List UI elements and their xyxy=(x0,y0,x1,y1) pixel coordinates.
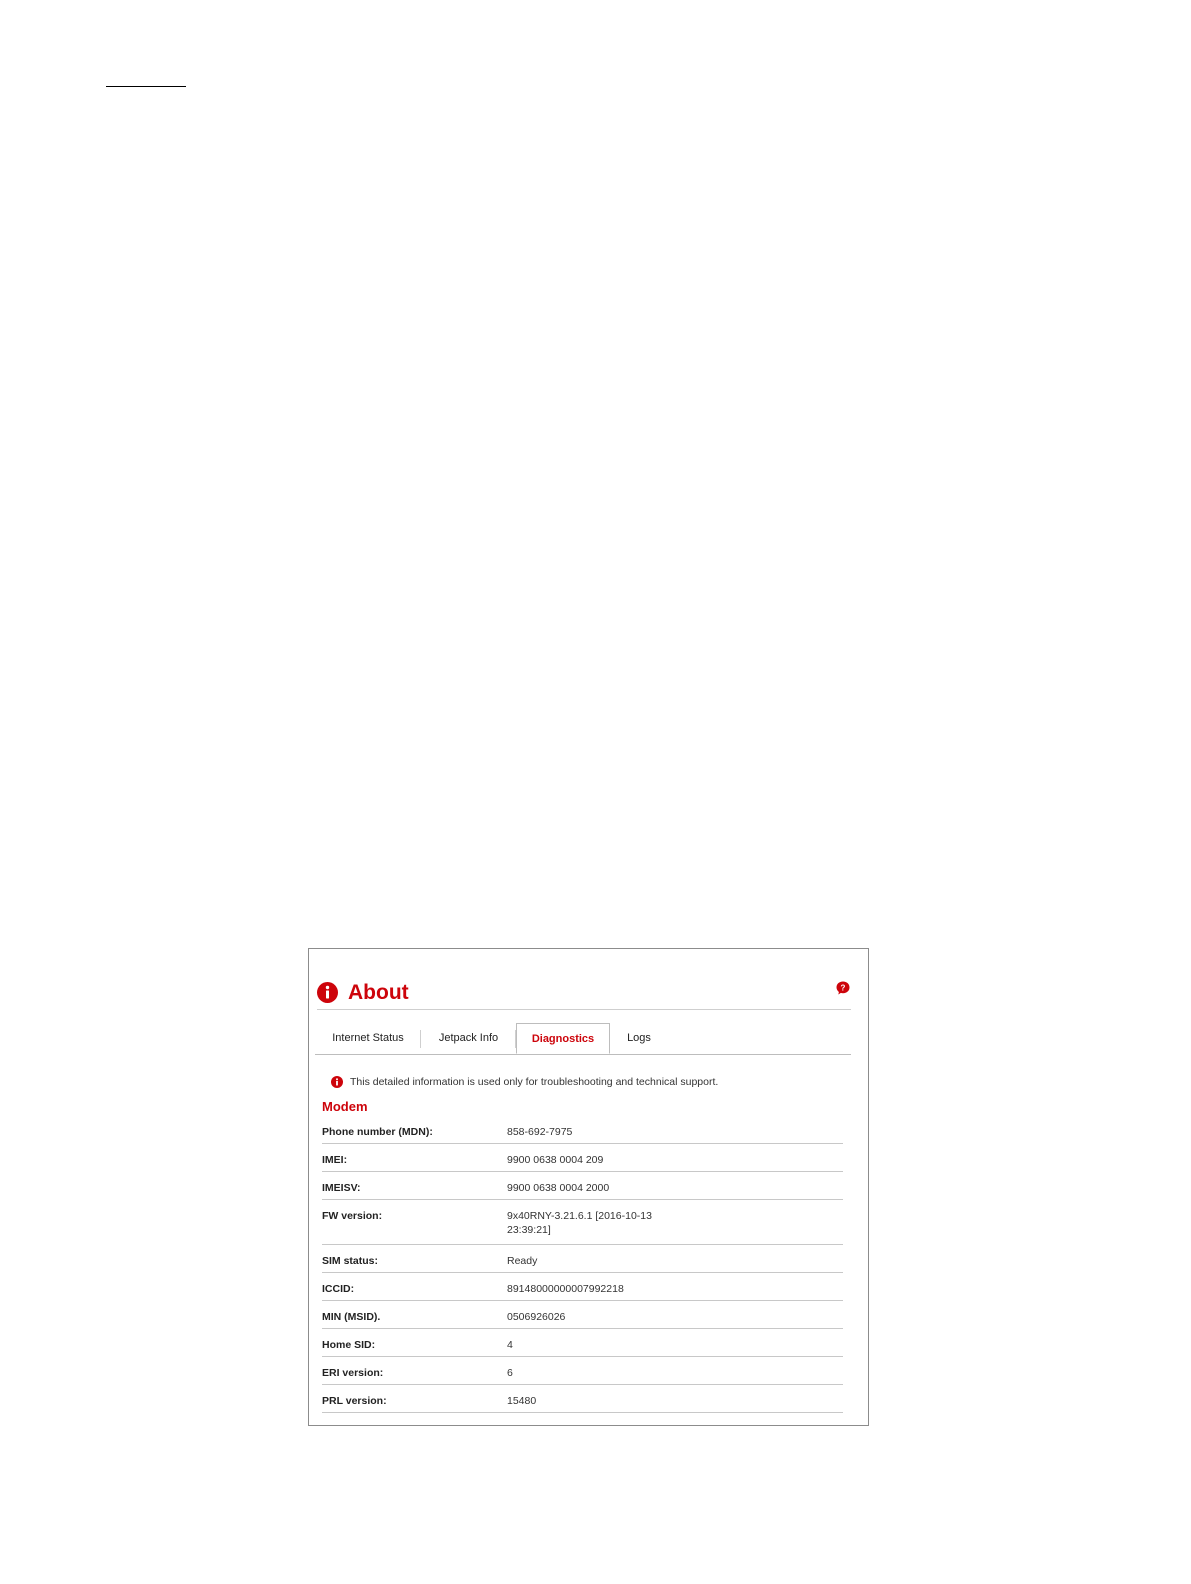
row-label: Home SID: xyxy=(322,1339,376,1351)
row-label: PRL version: xyxy=(322,1395,387,1407)
notice-text: This detailed information is used only for troubleshooting and technical support. xyxy=(350,1076,719,1088)
row-value: 6 xyxy=(507,1367,513,1379)
table-row xyxy=(322,1273,843,1301)
tab-label: Internet Status xyxy=(332,1032,404,1044)
table-row xyxy=(322,1144,843,1172)
tab-label: Logs xyxy=(627,1032,651,1044)
tab-diagnostics[interactable] xyxy=(516,1023,610,1054)
row-value: 15480 xyxy=(507,1395,537,1407)
table-row xyxy=(322,1245,843,1273)
about-panel xyxy=(308,948,869,1426)
table-row xyxy=(322,1329,843,1357)
tab-jetpack-info[interactable] xyxy=(421,1023,516,1054)
section-title-modem: Modem xyxy=(322,1099,368,1114)
row-label: FW version: xyxy=(322,1210,383,1222)
help-icon[interactable] xyxy=(836,981,850,995)
svg-text:?: ? xyxy=(840,983,846,993)
info-icon xyxy=(331,1076,343,1088)
table-row xyxy=(322,1119,843,1144)
table-row xyxy=(322,1357,843,1385)
table-row xyxy=(322,1301,843,1329)
row-value: 0506926026 xyxy=(507,1311,566,1323)
row-label: IMEI: xyxy=(322,1154,348,1166)
modem-info-table xyxy=(322,1119,843,1413)
table-row xyxy=(322,1172,843,1200)
table-row xyxy=(322,1200,843,1245)
tab-internet-status[interactable] xyxy=(315,1023,421,1054)
tab-label: Jetpack Info xyxy=(438,1032,499,1044)
row-value: 9x40RNY-3.21.6.1 [2016-10-13 23:39:21] xyxy=(507,1210,652,1236)
row-value: Ready xyxy=(507,1255,538,1267)
row-value: 9900 0638 0004 2000 xyxy=(507,1182,610,1194)
tab-bar xyxy=(315,1023,851,1055)
about-header xyxy=(317,979,851,1010)
tab-logs[interactable] xyxy=(617,1023,661,1054)
row-label: Phone number (MDN): xyxy=(322,1126,433,1138)
page-title: About xyxy=(348,981,409,1004)
table-row xyxy=(322,1385,843,1413)
row-label: ERI version: xyxy=(322,1367,384,1379)
row-value: 4 xyxy=(507,1339,513,1351)
row-label: IMEISV: xyxy=(322,1182,361,1194)
page-rule xyxy=(106,86,186,87)
row-label: SIM status: xyxy=(322,1255,379,1267)
row-value: 858-692-7975 xyxy=(507,1126,573,1138)
info-icon xyxy=(317,982,338,1003)
tab-label: Diagnostics xyxy=(531,1033,595,1045)
row-label: MIN (MSID). xyxy=(322,1311,381,1323)
row-value: 9900 0638 0004 209 xyxy=(507,1154,604,1166)
row-value: 89148000000007992218 xyxy=(507,1283,624,1295)
row-label: ICCID: xyxy=(322,1283,355,1295)
